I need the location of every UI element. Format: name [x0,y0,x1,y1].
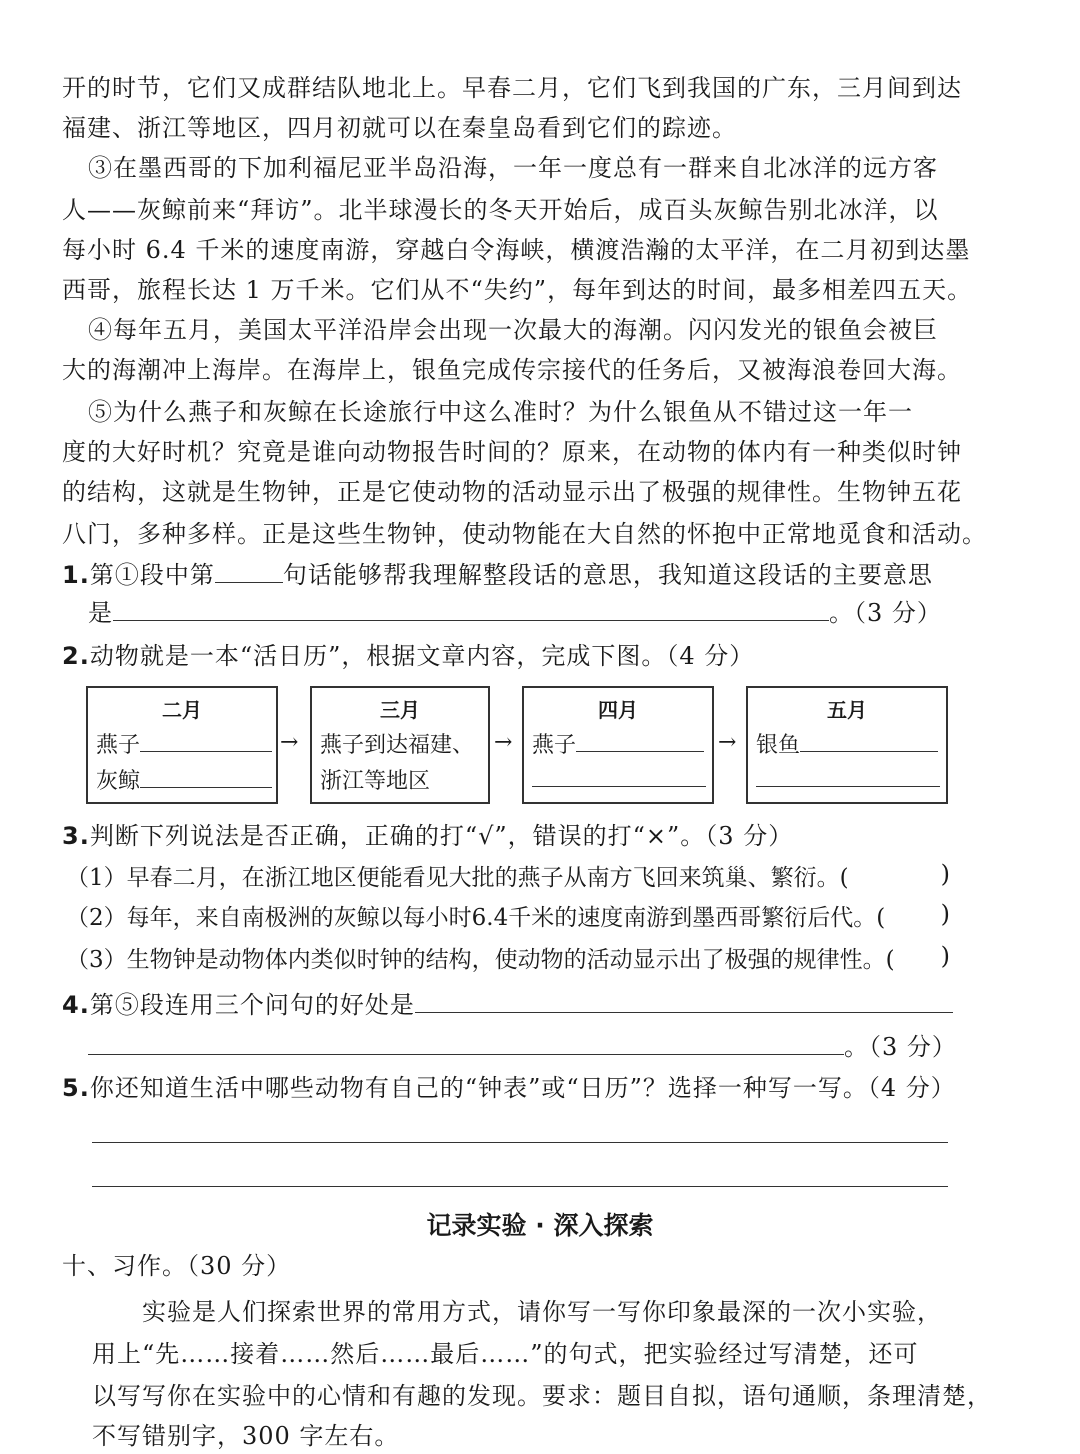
passage-line: 度的大好时机？究竟是谁向动物报告时间的？原来，在动物的体内有一种类似时钟 [62,438,962,466]
calendar-row [756,764,938,793]
answer-blank[interactable] [215,556,283,583]
arrow-icon: → [494,730,513,755]
judgement-item: （1）早春二月，在浙江地区便能看见大批的燕子从南方飞回来筑巢、繁衍。( [66,865,849,891]
writing-heading: 十、习作。（30 分） [62,1252,292,1280]
question-text: 动物就是一本“活日历”，根据文章内容，完成下图。（4 分） [89,642,755,670]
calendar-month: 四月 [598,698,638,722]
question-number: 3. [62,822,90,850]
calendar-row [532,728,704,759]
question-2 [62,638,948,674]
question-3 [62,818,948,854]
question-text: 你还知道生活中哪些动物有自己的“钟表”或“日历”？选择一种写一写。（4 分） [89,1074,956,1102]
question-number: 4. [62,991,90,1019]
question-text: 判断下列说法是否正确，正确的打“√”，错误的打“×”。（3 分） [89,822,794,850]
question-number: 5. [62,1074,90,1102]
calendar-box-feb [86,686,278,804]
calendar-month: 三月 [380,698,420,722]
answer-blank[interactable] [415,986,953,1013]
answer-line[interactable] [92,1186,948,1187]
answer-paren[interactable]: ) [940,860,950,888]
writing-line: 不写错别字，300 字左右。 [92,1422,400,1450]
calendar-row [96,764,268,795]
question-number: 1. [62,561,90,589]
answer-blank[interactable] [532,764,706,787]
calendar-row: 浙江等地区 [320,769,431,794]
question-5 [62,1070,956,1106]
writing-line: 用上“先……接着……然后……最后……”的句式，把实验经过写清楚，还可 [92,1340,919,1368]
answer-blank[interactable] [756,764,940,787]
question-text: 是 [88,599,113,627]
calendar-label: 银鱼 [756,733,801,758]
passage-line: ④每年五月，美国太平洋沿岸会出现一次最大的海潮。闪闪发光的银鱼会被巨 [88,316,938,344]
question-1 [62,556,948,593]
judgement-item: （2）每年，来自南极洲的灰鲸以每小时6.4千米的速度南游到墨西哥繁衍后代。( [66,905,886,931]
calendar-row [532,764,704,793]
passage-line: 八门，多种多样。正是这些生物钟，使动物能在大自然的怀抱中正常地觅食和活动。 [62,520,987,548]
question-score: 。（3 分） [829,599,942,627]
calendar-box-may [746,686,948,804]
passage-line: 大的海潮冲上海岸。在海岸上，银鱼完成传宗接代的任务后，又被海浪卷回大海。 [62,356,962,384]
answer-blank[interactable] [113,594,829,621]
writing-line: 实验是人们探索世界的常用方式，请你写一写你印象最深的一次小实验， [142,1298,942,1326]
calendar-label: 燕子 [96,733,141,758]
question-text: 第⑤段连用三个问句的好处是 [89,991,415,1019]
question-4 [62,986,948,1023]
calendar-row [96,728,268,759]
answer-line[interactable] [92,1142,948,1143]
question-4-cont [88,1028,957,1065]
answer-paren[interactable]: ) [940,942,950,970]
calendar-box-apr [522,686,714,804]
calendar-row [756,728,938,759]
passage-line: 人——灰鲸前来“拜访”。北半球漫长的冬天开始后，成百头灰鲸告别北冰洋，以 [62,196,939,224]
passage-line: 福建、浙江等地区，四月初就可以在秦皇岛看到它们的踪迹。 [62,114,737,142]
calendar-box-mar [310,686,490,804]
answer-blank[interactable] [88,1028,844,1055]
answer-paren[interactable]: ) [940,900,950,928]
writing-line: 以写写你在实验中的心情和有趣的发现。要求：题目自拟，语句通顺，条理清楚， [92,1382,992,1410]
calendar-label: 灰鲸 [96,769,141,794]
question-text: 句话能够帮我理解整段话的意思，我知道这段话的主要意思 [282,561,933,589]
question-text: 第①段中第 [89,561,215,589]
judgement-item: （3）生物钟是动物体内类似时钟的结构，使动物的活动显示出了极强的规律性。( [66,947,895,973]
answer-blank[interactable] [140,729,272,752]
passage-line: 西哥，旅程长达 1 万千米。它们从不“失约”，每年到达的时间，最多相差四五天。 [62,276,973,304]
question-1-cont [88,594,948,631]
passage-line: ③在墨西哥的下加利福尼亚半岛沿海，一年一度总有一群来自北冰洋的远方客 [88,154,938,182]
answer-blank[interactable] [140,765,272,788]
calendar-month: 二月 [162,698,202,722]
arrow-icon: → [280,730,299,755]
question-number: 2. [62,642,90,670]
calendar-row: 燕子到达福建、 [320,733,475,758]
passage-line: 每小时 6.4 千米的速度南游，穿越白令海峡，横渡浩瀚的太平洋，在二月初到达墨 [62,236,971,264]
section-title: 记录实验 · 深入探索 [426,1211,654,1240]
passage-line: ⑤为什么燕子和灰鲸在长途旅行中这么准时？为什么银鱼从不错过这一年一 [88,398,913,426]
calendar-month: 五月 [827,698,867,722]
answer-blank[interactable] [576,729,704,752]
calendar-label: 燕子 [532,733,577,758]
arrow-icon: → [718,730,737,755]
answer-blank[interactable] [800,729,938,752]
passage-line: 开的时节，它们又成群结队地北上。早春二月，它们飞到我国的广东，三月间到达 [62,74,962,102]
passage-line: 的结构，这就是生物钟，正是它使动物的活动显示出了极强的规律性。生物钟五花 [62,478,962,506]
question-score: 。（3 分） [844,1033,957,1061]
